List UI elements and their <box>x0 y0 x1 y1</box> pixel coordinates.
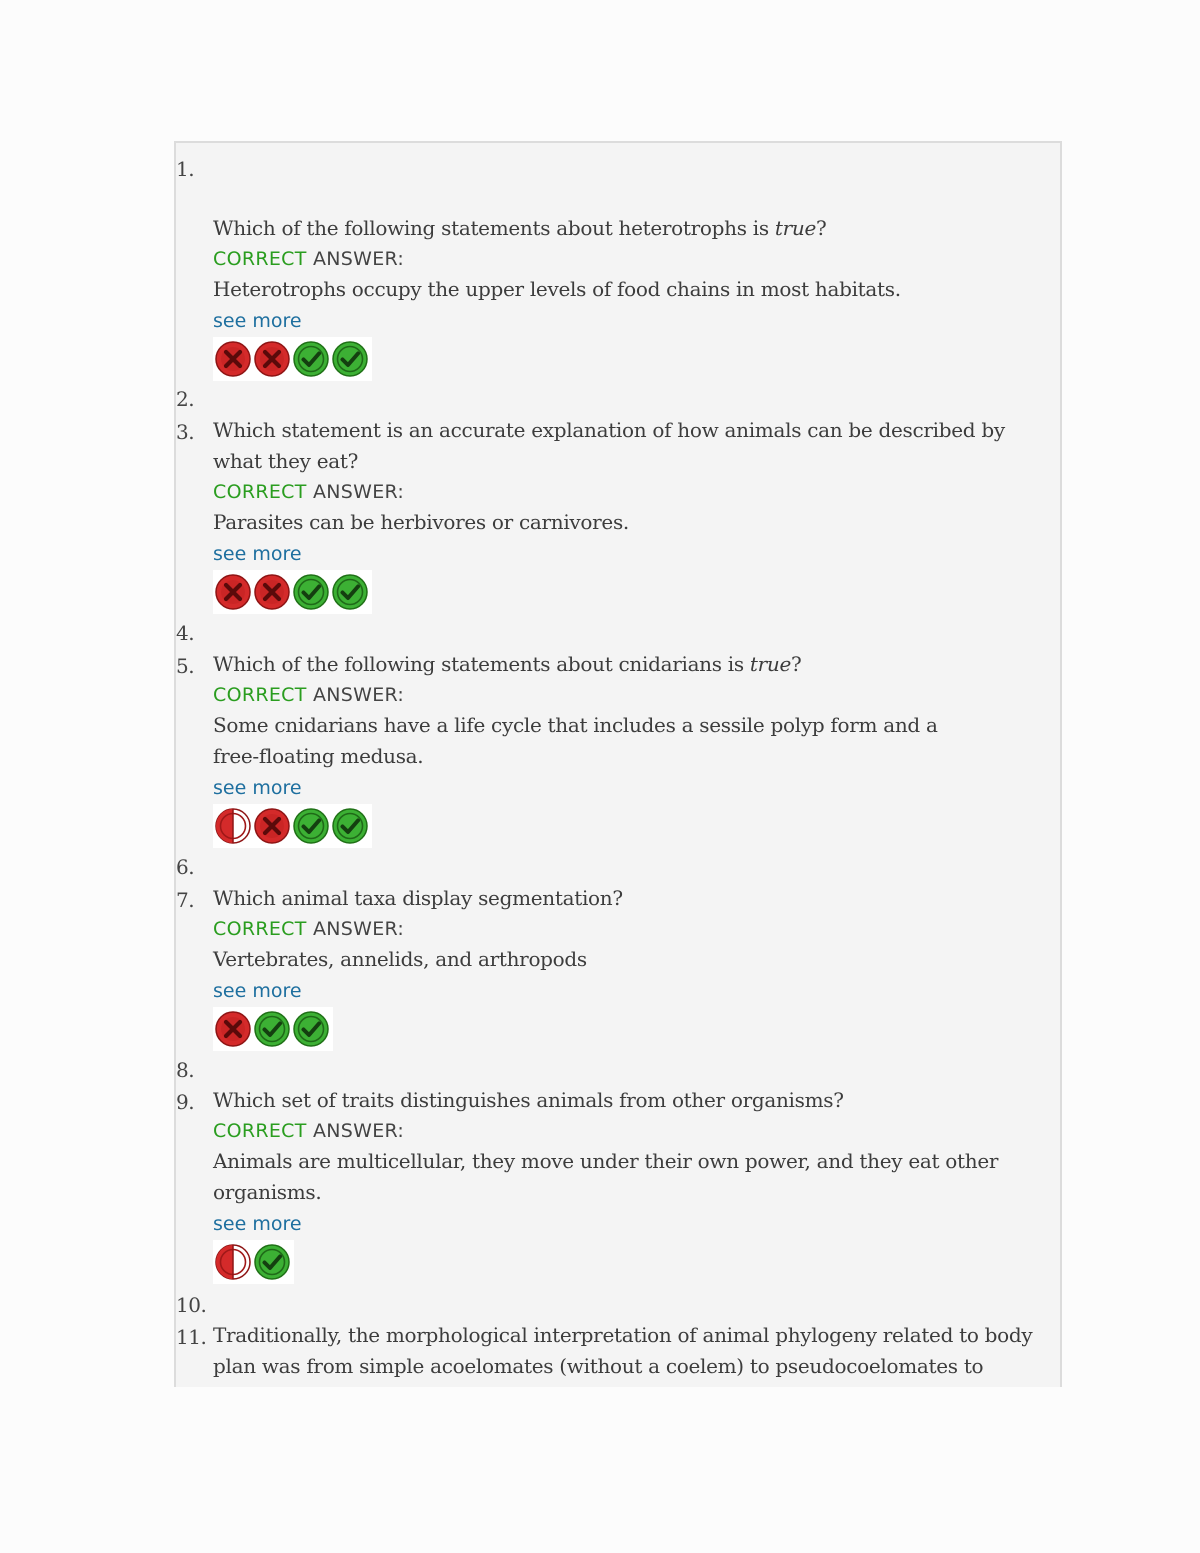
item-number: 6. <box>176 855 195 879</box>
correct-answer-label: CORRECT ANSWER: <box>213 481 405 503</box>
correct-answer-label: CORRECT ANSWER: <box>213 1120 405 1142</box>
answer-text: Some cnidarians have a life cycle that includes a sessile polyp form and a free-floating medusa. <box>213 713 938 768</box>
item-number: 7. <box>176 888 195 912</box>
item-number: 1. <box>176 157 195 181</box>
question-text: Which of the following statements about cnidarians is true? <box>213 652 802 676</box>
question-text: Which statement is an accurate explanation of how animals can be described by what they eat? <box>213 418 1005 473</box>
item-number: 2. <box>176 387 195 411</box>
answer-text: Vertebrates, annelids, and arthropods <box>213 947 587 971</box>
check-icon <box>292 1010 330 1048</box>
partial-icon <box>214 807 252 845</box>
question-card <box>213 883 1050 1052</box>
question-card <box>213 1085 1050 1285</box>
attempt-icons <box>213 570 372 614</box>
wrong-icon <box>253 340 291 378</box>
question-card <box>213 1320 1050 1382</box>
check-icon <box>292 340 330 378</box>
attempt-icons <box>213 337 372 381</box>
check-icon <box>253 1010 291 1048</box>
see-more-link[interactable]: see more <box>213 310 302 332</box>
question-card <box>213 649 1050 849</box>
see-more-link[interactable]: see more <box>213 1213 302 1235</box>
wrong-icon <box>214 573 252 611</box>
check-icon <box>253 1243 291 1281</box>
check-icon <box>292 807 330 845</box>
attempt-icons <box>213 804 372 848</box>
answer-text: Parasites can be herbivores or carnivores. <box>213 510 629 534</box>
question-text: Which animal taxa display segmentation? <box>213 886 623 910</box>
question-card <box>213 213 1050 382</box>
question-card <box>213 415 1050 615</box>
see-more-link[interactable]: see more <box>213 543 302 565</box>
wrong-icon <box>214 1010 252 1048</box>
item-number: 4. <box>176 621 195 645</box>
item-number: 8. <box>176 1058 195 1082</box>
correct-answer-label: CORRECT ANSWER: <box>213 684 405 706</box>
wrong-icon <box>253 807 291 845</box>
correct-answer-label: CORRECT ANSWER: <box>213 918 405 940</box>
item-number: 3. <box>176 420 195 444</box>
question-text: Traditionally, the morphological interpretation of animal phylogeny related to body plan was from simple acoelomates (without a coelem) to pseudocoelomates to <box>213 1323 1033 1378</box>
item-number: 10. <box>176 1293 207 1317</box>
answer-text: Animals are multicellular, they move under their own power, and they eat other organisms. <box>213 1149 999 1204</box>
answer-text: Heterotrophs occupy the upper levels of food chains in most habitats. <box>213 277 901 301</box>
item-number: 5. <box>176 654 195 678</box>
item-number: 9. <box>176 1090 195 1114</box>
correct-answer-label: CORRECT ANSWER: <box>213 248 405 270</box>
check-icon <box>292 573 330 611</box>
check-icon <box>331 807 369 845</box>
attempt-icons <box>213 1240 294 1284</box>
check-icon <box>331 573 369 611</box>
wrong-icon <box>214 340 252 378</box>
check-icon <box>331 340 369 378</box>
attempt-icons <box>213 1007 333 1051</box>
partial-icon <box>214 1243 252 1281</box>
see-more-link[interactable]: see more <box>213 777 302 799</box>
quiz-panel <box>174 141 1062 1387</box>
question-text: Which of the following statements about heterotrophs is true? <box>213 216 827 240</box>
question-text: Which set of traits distinguishes animals from other organisms? <box>213 1088 844 1112</box>
wrong-icon <box>253 573 291 611</box>
item-number: 11. <box>176 1325 207 1349</box>
see-more-link[interactable]: see more <box>213 980 302 1002</box>
